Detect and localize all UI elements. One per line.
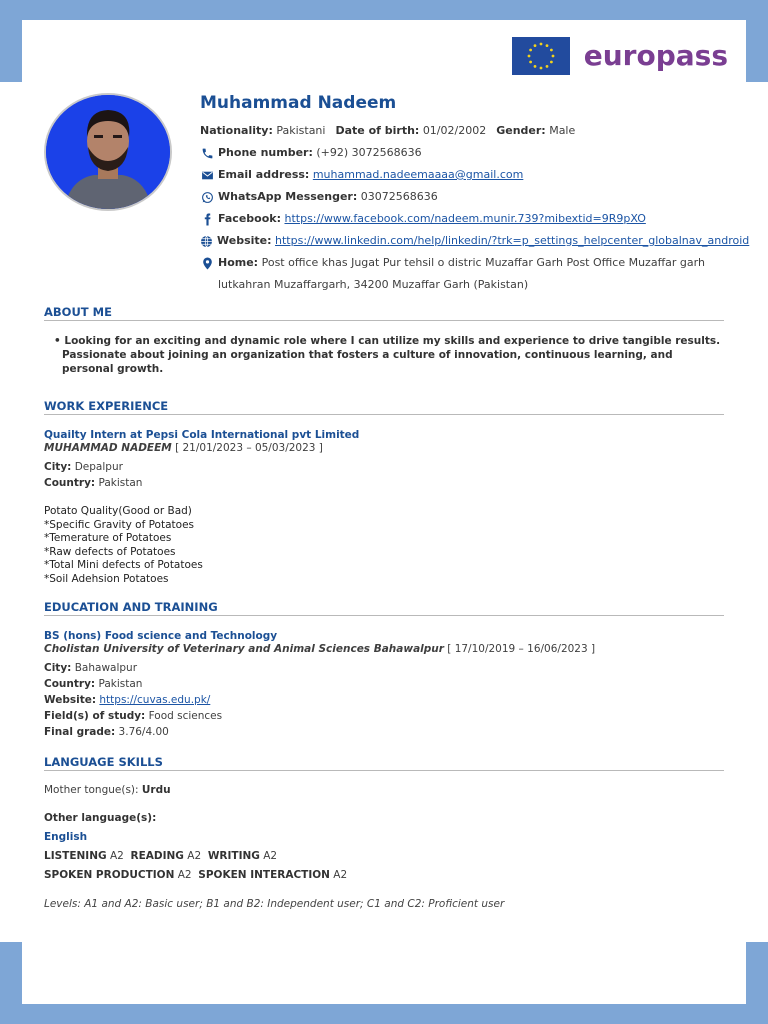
language-levels-row2: SPOKEN PRODUCTION A2 SPOKEN INTERACTION A2 [44,869,348,881]
task-item: *Total Mini defects of Potatoes [44,559,203,572]
location-pin-icon [200,256,214,270]
job-tasks [44,505,724,587]
about-text-body: Looking for an exciting and dynamic role where I can utilize my skills and experience to drive tangible results. Passionate about joining an organization that fosters a culture of innovation, continuous learning, and personal growth. [62,335,721,375]
education-dates: [ 17/10/2019 – 16/06/2023 ] [447,643,596,655]
profile-photo [44,93,172,211]
employer-name: MUHAMMAD NADEEM [44,442,172,454]
mother-tongue-value: Urdu [141,784,171,796]
job-city: City: Depalpur [44,461,123,473]
levels-note: Levels: A1 and A2: Basic user; B1 and B2: Independent user; C1 and C2: Proficient user [44,898,505,910]
europass-logo [512,37,728,75]
language-heading: LANGUAGE SKILLS [44,755,724,771]
website-row [200,230,750,252]
institution-dates [44,643,724,656]
gender-label: Gender: [496,124,546,137]
whatsapp-value: 03072568636 [360,190,438,203]
task-item: *Raw defects of Potatoes [44,545,176,558]
degree-title: BS (hons) Food science and Technology [44,630,278,642]
edu-website-link[interactable]: https://cuvas.edu.pk/ [99,694,211,706]
phone-value: (+92) 3072568636 [316,146,422,159]
job-dates: [ 21/01/2023 – 05/03/2023 ] [175,442,323,454]
facebook-link[interactable]: https://www.facebook.com/nadeem.munir.739?mibextid=9R9pXO [284,212,646,225]
home-row-continued [200,274,744,296]
home-value-line2: lutkahran Muzaffargarh, 34200 Muzaffar Garh (Pakistan) [218,278,529,291]
task-item: *Specific Gravity of Potatoes [44,518,195,531]
edu-city: City: Bahawalpur [44,662,138,674]
home-label: Home: [218,256,259,269]
language-section [44,755,724,911]
language-levels-row1: LISTENING A2 READING A2 WRITING A2 [44,850,278,862]
eu-flag-icon [512,37,570,75]
phone-icon [200,146,214,160]
globe-icon [200,234,213,248]
dob-label: Date of birth: [335,124,420,137]
nationality-value: Pakistani [276,124,326,137]
job-title: Quailty Intern at Pepsi Cola International pvt Limited [44,429,360,441]
about-section [44,305,724,376]
email-link[interactable]: muhammad.nadeemaaaa@gmail.com [312,168,524,181]
job-country: Country: Pakistan [44,477,143,489]
institution-name: Cholistan University of Veterinary and Animal Sciences Bahawalpur [44,643,444,655]
language-name-english: English [44,831,88,843]
phone-row [200,142,744,164]
whatsapp-row [200,186,744,208]
personal-info [200,92,750,296]
email-row [200,164,744,186]
education-section [44,600,724,740]
whatsapp-icon [200,190,214,204]
envelope-icon [200,168,214,182]
task-item: Potato Quality(Good or Bad) [44,505,192,517]
personal-details-row [200,120,744,142]
whatsapp-label: WhatsApp Messenger: [218,190,358,203]
facebook-label: Facebook: [218,212,281,225]
edu-website: Website: https://cuvas.edu.pk/ [44,694,211,706]
cv-page [22,20,750,1004]
email-label: Email address: [218,168,310,181]
home-row [200,252,744,274]
phone-label: Phone number: [218,146,313,159]
gender-value: Male [549,124,576,137]
mother-tongue: Mother tongue(s): Urdu [44,784,171,796]
website-link[interactable]: https://www.linkedin.com/help/linkedin/?trk=p_settings_helpcenter_globalnav_android [275,234,750,247]
dob-value: 01/02/2002 [422,124,487,137]
about-heading: ABOUT ME [44,305,724,321]
work-section [44,399,724,587]
nationality-label: Nationality: [200,124,273,137]
task-item: *Soil Adehsion Potatoes [44,572,169,585]
task-item: *Temerature of Potatoes [44,532,172,545]
other-languages-label: Other language(s): [44,812,157,824]
website-label: Website: [217,234,272,247]
work-heading: WORK EXPERIENCE [44,399,724,415]
candidate-name: Muhammad Nadeem [200,93,397,113]
home-value-line1: Post office khas Jugat Pur tehsil o distric Muzaffar Garh Post Office Muzaffar garh [261,256,705,269]
facebook-icon [200,212,214,226]
edu-grade: Final grade: 3.76/4.00 [44,726,169,738]
europass-wordmark: europass [583,39,728,72]
education-heading: EDUCATION AND TRAINING [44,600,724,616]
job-employer-dates [44,442,724,455]
about-text: • Looking for an exciting and dynamic role where I can utilize my skills and experience to drive tangible results. Passionate about joining an organization that fosters a culture of innovation, continuous learning, and personal growth. [54,335,721,375]
facebook-row [200,208,744,230]
edu-country: Country: Pakistan [44,678,143,690]
edu-field: Field(s) of study: Food sciences [44,710,223,722]
